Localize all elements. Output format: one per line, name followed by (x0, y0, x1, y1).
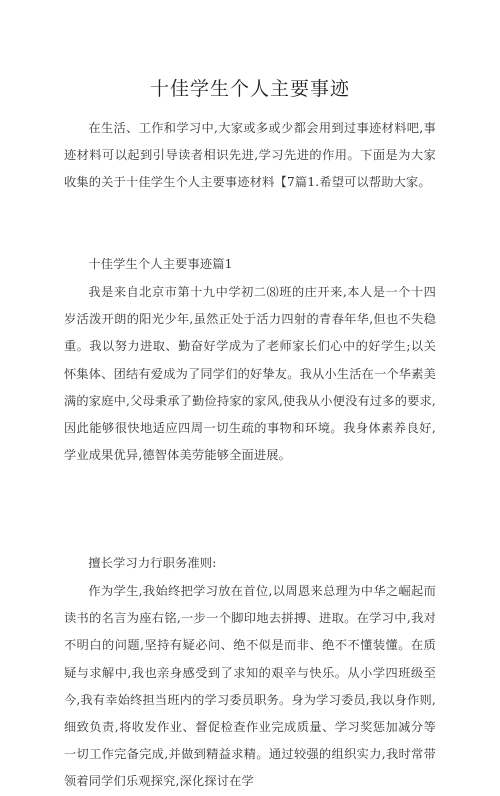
intro-paragraph: 在生活、工作和学习中,大家或多或少都会用到过事迹材料吧,事迹材料可以起到引导读者相识先进,学习先进的作用。下面是为大家收集的关于十佳学生个人主要事迹材料【7篇1.希望可以帮助大家。 (64, 121, 436, 190)
body-paragraph-2: 作为学生,我始终把学习放在首位,以周恩来总理为中华之崛起而读书的名言为座右铭,一步一个脚印地去拼搏、进取。在学习中,我对不明白的问题,坚持有疑必问、绝不似是而非、绝不不懂装懂。在质疑与求解中,我也亲身感受到了求知的艰辛与快乐。从小学四班级至今,我有幸始终担当班内的学习委员职务。身为学习委员,我以身作则,细致负责,将收发作业、督促检查作业完成质量、学习奖惩加减分等一切工作完备完成,并做到精益求精。通过较强的组织实力,我时常带领着同学们乐观探究,深化探讨在学 (64, 584, 436, 789)
document-title: 十佳学生个人主要事迹 (149, 78, 350, 100)
body-paragraph-1: 我是来自北京市第十九中学初二⑻班的庄开来,本人是一个十四岁活泼开朗的阳光少年,虽然正处于活力四射的青春年华,但也不失稳重。我以努力进取、勤奋好学成为了老师家长们心中的好学生;以关怀集体、团结有爱成为了同学们的好挚友。我从小生活在一个华素美满的家庭中,父母秉承了勤俭持家的家风,使我从小便没有过多的要求,因此能够很快地适应四周一切生疏的事物和环境。我身体素养良好,学业成果优异,德智体美劳能够全面进展。 (64, 285, 436, 463)
section-heading: 十佳学生个人主要事迹篇1 (88, 257, 233, 271)
section-subheading: 擅长学习力行职务准则: (88, 556, 217, 570)
